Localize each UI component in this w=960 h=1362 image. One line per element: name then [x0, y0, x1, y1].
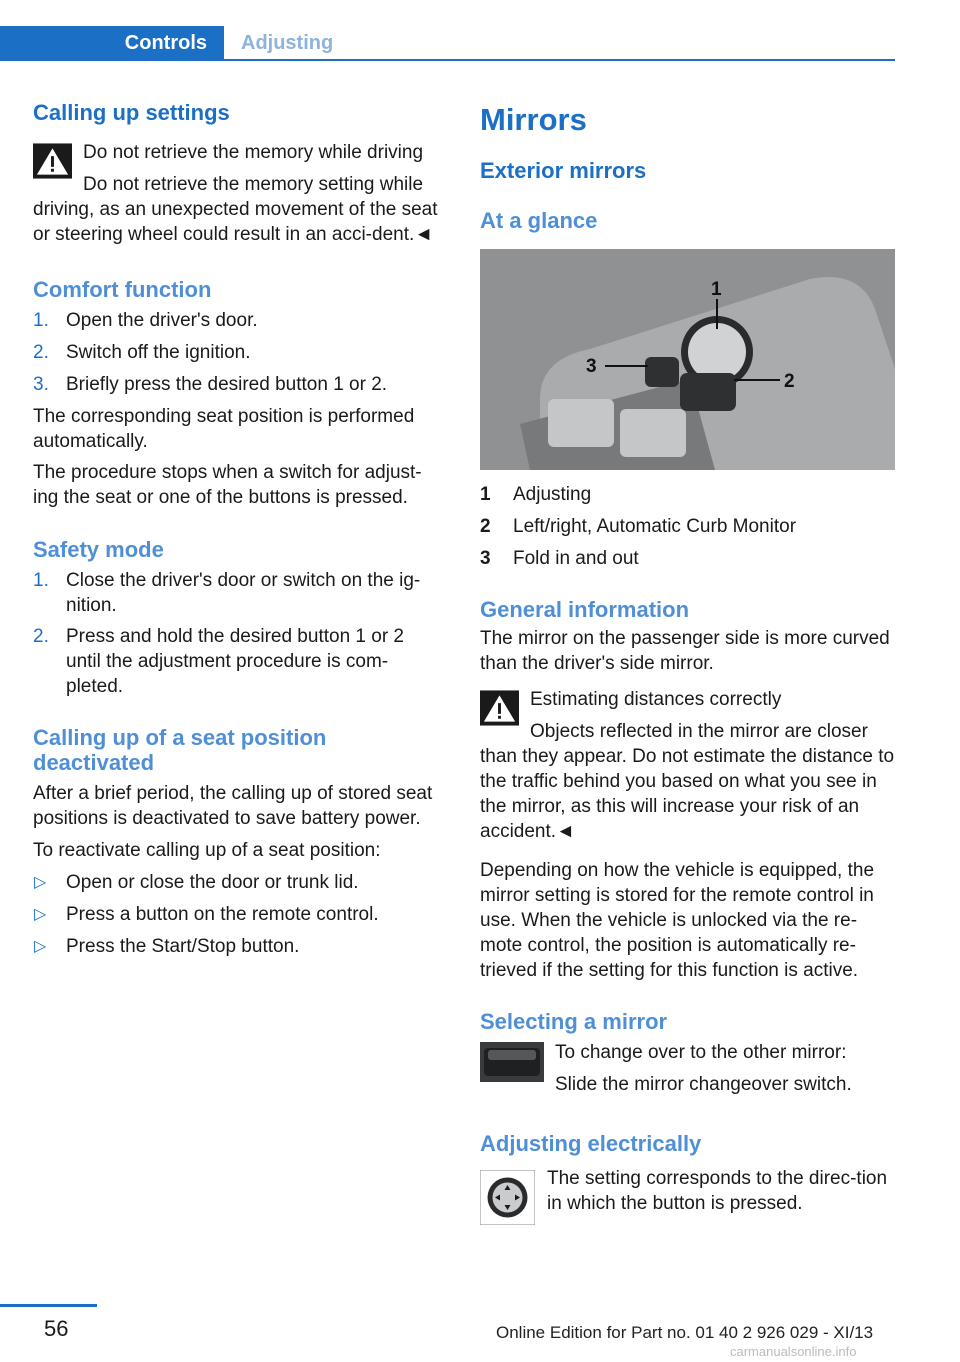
callout-label-2: 2 [784, 371, 795, 392]
reactivate-list [33, 870, 443, 959]
legend-text: Adjusting [513, 484, 592, 505]
warning-triangle-icon [480, 690, 519, 726]
mirror-changeover-switch-icon [480, 1042, 544, 1082]
callout-label-3: 3 [586, 356, 597, 377]
step-text: Press and hold the desired button 1 or 2 until the adjustment procedure is com-pleted. [66, 626, 405, 697]
step-text: Briefly press the desired button 1 or 2. [66, 374, 388, 395]
bullet-triangle-icon: ▷ [34, 874, 47, 891]
comfort-step [33, 340, 443, 365]
legend-number: 3 [480, 548, 491, 569]
safety-step [33, 568, 443, 618]
mirror-control-photo [480, 249, 895, 470]
warning-text-memory [33, 172, 443, 247]
legend-row [480, 479, 895, 511]
comfort-paragraph-1: The corresponding seat position is performed automatically. [33, 406, 415, 452]
step-number: 1. [33, 310, 49, 331]
step-number: 2. [33, 626, 49, 647]
warning-text-distances [480, 719, 895, 844]
heading-mirrors: Mirrors [480, 102, 587, 137]
adjusting-text: The setting corresponds to the direc-tion in which the button is pressed. [547, 1168, 888, 1214]
step-text: Close the driver's door or switch on the ig-nition. [66, 570, 421, 616]
reactivate-item [33, 902, 443, 927]
footer-edition: Online Edition for Part no. 01 40 2 926 029 - XI/13 [496, 1323, 874, 1342]
safety-step [33, 624, 443, 699]
deactivated-paragraph-2: To reactivate calling up of a seat position: [33, 840, 381, 861]
step-text: Open the driver's door. [66, 310, 258, 331]
warning-title-memory: Do not retrieve the memory while driving [83, 142, 424, 163]
watermark: carmanualsonline.info [730, 1344, 857, 1359]
heading-selecting-a-mirror: Selecting a mirror [480, 1009, 668, 1034]
step-text: Switch off the ignition. [66, 342, 251, 363]
step-number: 3. [33, 374, 49, 395]
comfort-step [33, 308, 443, 333]
tab-controls[interactable]: Controls [0, 26, 224, 61]
step-number: 2. [33, 342, 49, 363]
heading-safety-mode: Safety mode [33, 537, 164, 562]
comfort-paragraph-2: The procedure stops when a switch for adjust-ing the seat or one of the buttons is pressed. [33, 462, 422, 508]
page-number: 56 [44, 1316, 69, 1341]
heading-calling-up-settings: Calling up settings [33, 100, 230, 125]
callout-label-1: 1 [711, 279, 722, 300]
reactivate-item [33, 934, 443, 959]
warning-block-distances [480, 687, 895, 844]
heading-at-a-glance: At a glance [480, 208, 598, 233]
item-text: Press a button on the remote control. [66, 904, 379, 925]
legend-text: Left/right, Automatic Curb Monitor [513, 516, 797, 537]
footer-line [0, 1304, 97, 1307]
legend-number: 2 [480, 516, 491, 537]
warning-triangle-icon [33, 143, 72, 179]
adjust-button-icon [480, 1170, 535, 1225]
warning-block-memory [33, 140, 443, 247]
right-column [480, 100, 895, 1222]
legend-row [480, 543, 895, 575]
legend-number: 1 [480, 484, 491, 505]
comfort-steps-list [33, 308, 443, 397]
comfort-step [33, 372, 443, 397]
step-number: 1. [33, 570, 49, 591]
tab-divider-line [224, 59, 895, 61]
reactivate-item [33, 870, 443, 895]
deactivated-paragraph-1: After a brief period, the calling up of stored seat positions is deactivated to save battery power. [33, 783, 433, 829]
tab-adjusting[interactable]: Adjusting [241, 32, 334, 54]
warning-body-memory: Do not retrieve the memory setting while driving, as an unexpected movement of the seat or steering wheel could result in an acci-dent.◄ [33, 174, 438, 245]
heading-adjusting-electrically: Adjusting electrically [480, 1131, 702, 1156]
selecting-mirror-block [480, 1040, 895, 1097]
legend-row [480, 511, 895, 543]
bullet-triangle-icon: ▷ [34, 906, 47, 923]
heading-general-information: General information [480, 597, 690, 622]
bullet-triangle-icon: ▷ [34, 938, 47, 955]
photo-legend [480, 479, 895, 575]
legend-text: Fold in and out [513, 548, 639, 569]
item-text: Press the Start/Stop button. [66, 936, 300, 957]
selecting-text-1: To change over to the other mirror: [555, 1042, 847, 1063]
heading-comfort-function: Comfort function [33, 277, 212, 302]
item-text: Open or close the door or trunk lid. [66, 872, 359, 893]
general-paragraph-2: Depending on how the vehicle is equipped, the mirror setting is stored for the remote control in use. When the vehicle is unlocked via the re-mote control, the position is automatically re-trieved if the setting for this function is active. [480, 860, 875, 981]
safety-steps-list [33, 568, 443, 699]
header-tabbar [0, 26, 895, 61]
selecting-text-2: Slide the mirror changeover switch. [555, 1074, 852, 1095]
adjusting-block [480, 1166, 895, 1222]
left-column [33, 100, 443, 959]
heading-calling-up-deactivated: Calling up of a seat position deactivated [33, 725, 327, 775]
warning-title-distances: Estimating distances correctly [530, 689, 782, 710]
heading-exterior-mirrors: Exterior mirrors [480, 158, 647, 183]
mirror-control-illustration [480, 249, 895, 470]
general-paragraph-1: The mirror on the passenger side is more curved than the driver's side mirror. [480, 628, 890, 674]
warning-body-distances: Objects reflected in the mirror are closer than they appear. Do not estimate the distance to the traffic behind you based on what you see in the mirror, as this will increase your risk of an accident.◄ [480, 721, 895, 842]
